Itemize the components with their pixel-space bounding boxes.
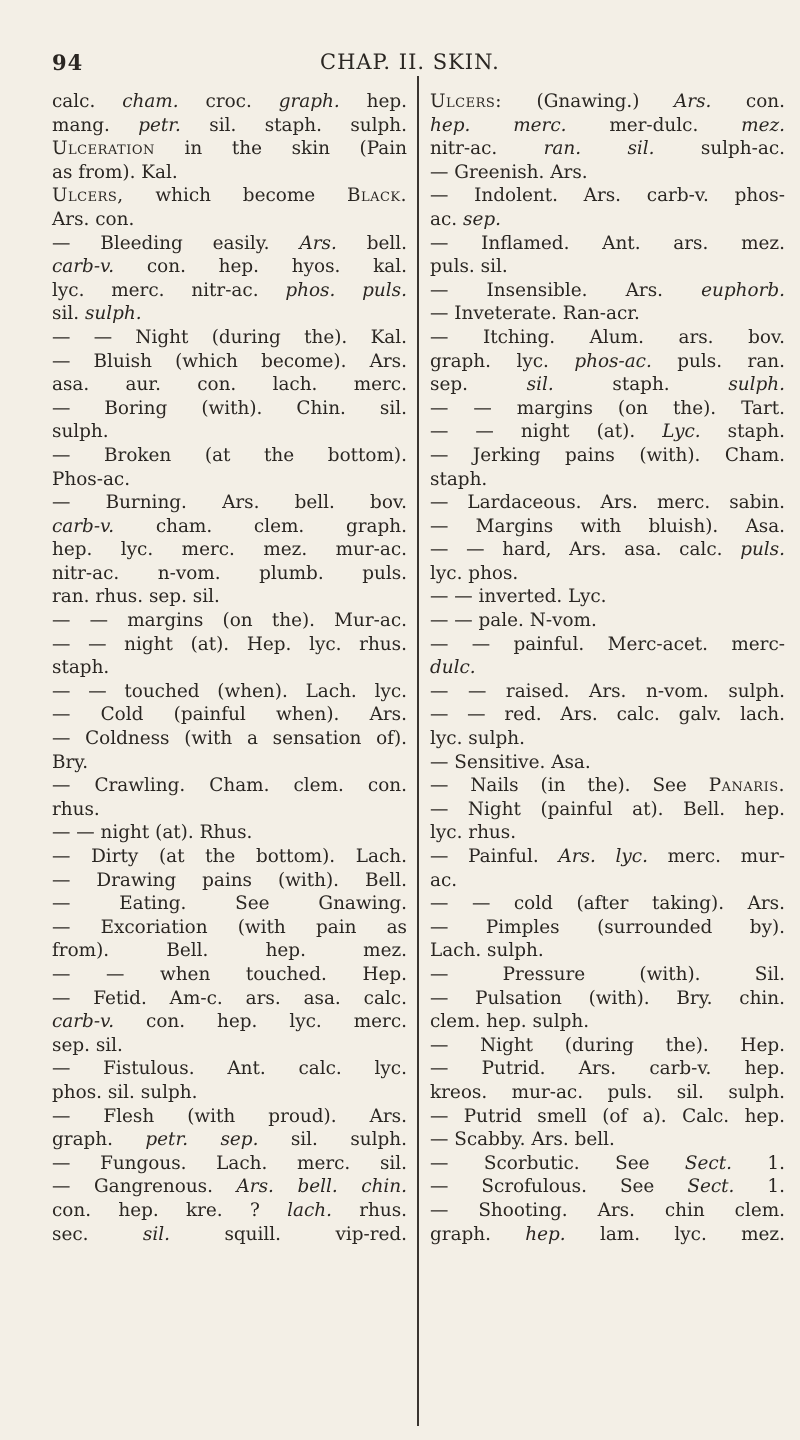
index-line: — Jerking pains (with). Cham.	[430, 444, 785, 466]
index-line: — Dirty (at the bottom). Lach.	[52, 846, 407, 867]
index-line: puls. sil.	[430, 256, 508, 278]
index-line: lyc. sulph.	[430, 728, 525, 750]
index-line: dulc.	[430, 657, 476, 679]
index-line: hep. lyc. merc. mez. mur-ac.	[52, 539, 407, 561]
index-line: — Insensible. Ars. euphorb.	[430, 279, 785, 301]
index-line: — — raised. Ars. n-vom. sulph.	[430, 680, 785, 702]
index-line: carb-v. cham. clem. graph.	[52, 515, 407, 537]
index-line: ac.	[430, 869, 458, 891]
column-divider	[417, 76, 419, 1426]
index-line: nitr-ac. n-vom. plumb. puls.	[52, 562, 407, 584]
index-line: — — night (at). Lyc. staph.	[430, 421, 785, 443]
index-line: lyc. phos.	[430, 562, 519, 584]
index-line: ran. rhus. sep. sil.	[52, 586, 220, 608]
running-title: CHAP. II. SKIN.	[320, 50, 500, 74]
index-line: nitr-ac. ran. sil. sulph-ac.	[430, 138, 785, 160]
index-line: — — night (at). Hep. lyc. rhus.	[52, 633, 407, 655]
index-line: sec. sil. squill. vip-red.	[52, 1223, 407, 1245]
index-line: — Eating. See Gnawing.	[52, 893, 407, 915]
index-line: graph. petr. sep. sil. sulph.	[52, 1129, 407, 1151]
index-line: carb-v. con. hep. lyc. merc.	[52, 1011, 407, 1033]
index-line: — — night (at). Rhus.	[52, 822, 253, 844]
index-line: Ars. con.	[52, 208, 135, 230]
index-line: — Coldness (with a sensation of).	[52, 728, 407, 750]
index-line: — — red. Ars. calc. galv. lach.	[430, 704, 785, 726]
index-line: staph.	[430, 468, 488, 490]
index-line: — — inverted. Lyc.	[430, 586, 607, 608]
index-line: — Itching. Alum. ars. bov.	[430, 326, 785, 348]
index-line: graph. lyc. phos-ac. puls. ran.	[430, 350, 785, 372]
index-line: — — touched (when). Lach. lyc.	[52, 680, 407, 702]
index-line: mang. petr. sil. staph. sulph.	[52, 114, 407, 136]
index-line: — Cold (painful when). Ars.	[52, 704, 407, 726]
index-line: — Nails (in the). See Panaris.	[430, 775, 785, 797]
index-line: hep. merc. mer-dulc. mez.	[430, 114, 785, 136]
index-line: — Putrid smell (of a). Calc. hep.	[430, 1105, 785, 1127]
index-line: — Bluish (which become). Ars.	[52, 350, 407, 372]
index-line: rhus.	[52, 798, 100, 820]
index-line: — Lardaceous. Ars. merc. sabin.	[430, 492, 785, 514]
index-line: — Inflamed. Ant. ars. mez.	[430, 232, 785, 254]
index-line: from). Bell. hep. mez.	[52, 940, 407, 962]
left-column	[52, 90, 407, 1246]
index-line: — Sensitive. Asa.	[430, 751, 591, 773]
index-line: — Burning. Ars. bell. bov.	[52, 492, 407, 514]
index-line: carb-v. con. hep. hyos. kal.	[52, 256, 407, 278]
index-line: — Boring (with). Chin. sil.	[52, 397, 407, 419]
index-line: — Night (during the). Hep.	[430, 1034, 785, 1056]
page-number: 94	[52, 50, 84, 75]
right-column	[430, 90, 785, 1246]
index-line: lyc. rhus.	[430, 822, 517, 844]
index-line: — — when touched. Hep.	[52, 963, 407, 985]
index-line: Lach. sulph.	[430, 940, 544, 962]
index-line: Phos-ac.	[52, 468, 131, 490]
index-line: — Putrid. Ars. carb-v. hep.	[430, 1058, 785, 1080]
index-line: — Pressure (with). Sil.	[430, 963, 785, 985]
index-line: sil. sulph.	[52, 303, 142, 325]
index-line: — Greenish. Ars.	[430, 161, 588, 183]
index-line: staph.	[52, 657, 110, 679]
index-line: graph. hep. lam. lyc. mez.	[430, 1223, 785, 1245]
index-line: — Gangrenous. Ars. bell. chin.	[52, 1176, 407, 1198]
index-line: — — margins (on the). Tart.	[430, 397, 785, 419]
index-line: — — pale. N-vom.	[430, 610, 597, 632]
index-line: phos. sil. sulph.	[52, 1081, 198, 1103]
index-line: — Fetid. Am-c. ars. asa. calc.	[52, 987, 407, 1009]
index-line: Ulceration in the skin (Pain	[52, 138, 407, 160]
index-line: — — cold (after taking). Ars.	[430, 893, 785, 915]
index-line: — Fungous. Lach. merc. sil.	[52, 1152, 407, 1174]
index-line: — — Night (during the). Kal.	[52, 326, 407, 348]
index-line: — Pulsation (with). Bry. chin.	[430, 987, 785, 1009]
index-line: — Night (painful at). Bell. hep.	[430, 798, 785, 820]
index-line: lyc. merc. nitr-ac. phos. puls.	[52, 279, 407, 301]
index-line: con. hep. kre. ? lach. rhus.	[52, 1199, 407, 1221]
page-header	[0, 48, 800, 88]
index-line: — — painful. Merc-acet. merc-	[430, 633, 785, 655]
index-line: — Scorbutic. See Sect. 1.	[430, 1152, 785, 1174]
index-line: — Flesh (with proud). Ars.	[52, 1105, 407, 1127]
index-line: — Bleeding easily. Ars. bell.	[52, 232, 407, 254]
index-line: calc. cham. croc. graph. hep.	[52, 91, 407, 112]
index-line: — Scabby. Ars. bell.	[430, 1129, 615, 1151]
index-line: sulph.	[52, 421, 109, 443]
index-line: — Crawling. Cham. clem. con.	[52, 775, 407, 797]
index-line: — Drawing pains (with). Bell.	[52, 869, 407, 891]
index-line: kreos. mur-ac. puls. sil. sulph.	[430, 1081, 785, 1103]
index-line: — Painful. Ars. lyc. merc. mur-	[430, 846, 785, 867]
index-line: — Inveterate. Ran-acr.	[430, 303, 640, 325]
index-line: — Broken (at the bottom).	[52, 444, 407, 466]
index-line: — Pimples (surrounded by).	[430, 916, 785, 938]
index-line: Ulcers, which become Black.	[52, 185, 407, 207]
index-line: as from). Kal.	[52, 161, 178, 183]
index-line: Bry.	[52, 751, 89, 773]
index-line: asa. aur. con. lach. merc.	[52, 374, 407, 396]
index-line: — Scrofulous. See Sect. 1.	[430, 1176, 785, 1198]
index-line: — Indolent. Ars. carb-v. phos-	[430, 185, 785, 207]
index-line: — — margins (on the). Mur-ac.	[52, 610, 407, 632]
index-line: sep. sil. staph. sulph.	[430, 374, 785, 396]
index-line: clem. hep. sulph.	[430, 1011, 590, 1033]
index-line: — Fistulous. Ant. calc. lyc.	[52, 1058, 407, 1080]
index-line: sep. sil.	[52, 1034, 123, 1056]
index-line: — Margins with bluish). Asa.	[430, 515, 785, 537]
index-line: Ulcers: (Gnawing.) Ars. con.	[430, 91, 785, 112]
index-line: — — hard, Ars. asa. calc. puls.	[430, 539, 785, 561]
index-line: — Excoriation (with pain as	[52, 916, 407, 938]
index-line: ac. sep.	[430, 208, 501, 230]
index-line: — Shooting. Ars. chin clem.	[430, 1199, 785, 1221]
